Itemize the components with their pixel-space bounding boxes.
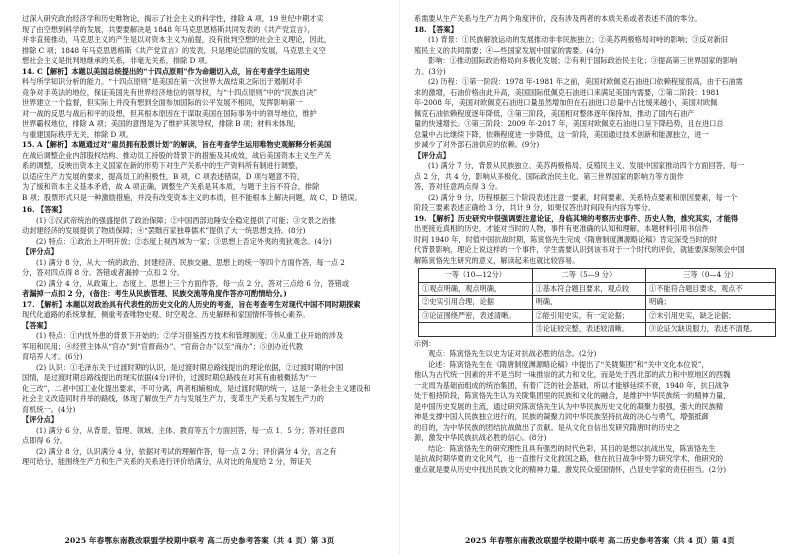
text-line: 料与所学知识分析的能力。“十四点原则”是美国在第一次世界大战结束之际出于遏制对手 xyxy=(22,77,303,86)
page-3-footer: 2025 年春鄂东南教改联盟学校期中联考 高二历史参考答案（共 4 页）第 3页 xyxy=(64,536,335,545)
text-line: 国情，是过渡时期总路线提出的现实依据(4分)评价，过渡时期总路线在对其有曲被概括为“一 xyxy=(22,373,317,382)
text-line: (1) 满分 7 分，背景从民族独立、美苏两极格局、反殖民主义、发展中国家推动四个方面回答，每一 xyxy=(428,161,745,170)
rubric-cell xyxy=(419,323,533,337)
text-line: 系需要从生产关系与生产力两个角度评价，没有涉及两者的本质关系或者表述不清的零分。 xyxy=(414,14,702,23)
text-line: (1) ①汉武帝统治的强盛提供了政治保障；②中国西部边陲安全稳定提供了可能；③文景之治推 xyxy=(36,215,336,225)
text-line: 16. 【答案】 xyxy=(22,205,66,214)
text-line: 社会主义改造同时并举的路线，体现了解放生产力与发展生产力，变革生产关系与发展生产力的 xyxy=(22,394,324,403)
rubric-header-third: 三等（0—4 分） xyxy=(646,269,776,283)
text-line: 18. 【答案】 xyxy=(414,24,458,34)
text-line: 并非直接推动，马克思主义的产生是以对资本主义为前提，没有批判空想的社会主义理论，因此， xyxy=(22,35,332,44)
text-line: 求的激增，石油价格由此升高，美国国际低佩克石油进口来满足美国内需要，②第二阶段：1981 xyxy=(414,87,720,97)
text-line: 点 2 分，共 4 分，影响从多极化、国际政治民主化、第三世界国家的影响力等方面作 xyxy=(414,171,684,181)
text-line: 与重建国际秩序无关，排除 D 项。 xyxy=(22,129,133,139)
text-line: 现代化道路的系统掌握，侧重考查唯物史观、时空观念、历史解释和家国情怀等核心素养。 xyxy=(22,310,310,319)
text-line: 现了由空想到科学的发展，共要要解决是 1848 年马克思恩格斯共同发表的《共产党宣言》， xyxy=(22,24,315,34)
text-line: 想社会主义是批判地继承的关系，非毫无关系，排除 D 项。 xyxy=(22,56,213,65)
rubric-cell: 明确， xyxy=(532,296,646,310)
text-line: 育机统一。(4分) xyxy=(22,404,76,414)
text-line: 世界霸权地位，排除 A 项；美国的意图是为了维护其领导权，排除 B 项；材料未体现， xyxy=(22,119,301,128)
text-line: 者漏掉一点扣 2 分，(备注：考生从民族管理、民族交流等角度作答亦可酌情给分。) xyxy=(22,289,287,298)
page-4-footer: 2025 年春鄂东南教改联盟学校期中联考 高二历史参考答案（共 4 页）第 4页 xyxy=(465,536,735,545)
grading-rubric-table xyxy=(418,268,776,337)
text-line: 点即得 6 分。 xyxy=(22,436,68,445)
text-line: (1) 满分 8 分，从大一统的政治、封建经济、民族交融、思想上的统一等四个方面作答，每一点 2 xyxy=(36,257,345,267)
rubric-row xyxy=(419,282,776,296)
text-line: 【评分点】 xyxy=(22,247,58,256)
rubric-cell: ①不能符合题目要求，观点不 xyxy=(646,282,776,296)
rubric-cell: 明确； xyxy=(646,296,776,310)
text-line: 在战后调整企业内部股权结构、推动员工持股的背景下的措施及其成效，战后美国资本主义生产关 xyxy=(22,150,332,160)
text-line: 化三改”，二者中国工业化提出要求，不可分离，两者相辅相成，是过渡时期的统一，这是一条社会主义建设和 xyxy=(22,383,371,393)
rubric-row xyxy=(419,309,776,323)
text-line: 14. C【解析】本题以美国总统提出的“十四点原则”作为命题切入点，旨在考查学生运用史 xyxy=(22,66,310,76)
text-line: 论述：陈寅恪先生在《隋唐制度渊源略论稿》中提出了“关陇集团”和“关中文化本位说”， xyxy=(428,359,709,369)
rubric-cell: ③论证围绕严密，表述清晰。 xyxy=(419,309,533,323)
text-line: 军用和民用；④经营主体从“官办”到“官督商办”、“官商合办”以至“商办”；⑤创办近代教 xyxy=(22,341,303,351)
text-line: 殖民主义的共同需要；④—些国家发展中国家的需要。(4分) xyxy=(414,45,604,55)
text-line: 以适应生产力发展的要求，提高员工的积极性，B 项，C 项表述错误，D 项与题意不符， xyxy=(22,171,305,181)
text-line: 【答案】 xyxy=(22,320,51,330)
answer-page-4 xyxy=(400,0,800,554)
text-line: 一北周为基础而组成的统治集团，有着广泛的社会基础，所以才能够延续不衰，1940 年，抗日战争 xyxy=(414,380,730,390)
text-line: 答，答对任意两点得 3 分。 xyxy=(414,182,503,191)
text-line: 是中国历史发展的主流，通过研究陈寅恪先生认为中华民族历史文化的凝聚力很强，强大的民族精 xyxy=(414,401,724,411)
text-line: 源，激发中华民族抗战必胜的信心。(8分) xyxy=(414,433,547,442)
text-line: 对一战的反思与战后和平的设想，但其根本原因在于谋取美国在国际事务中的领导地位，维护 xyxy=(22,108,317,118)
rubric-header-first: 一等（10—12分） xyxy=(419,269,533,283)
text-line: 观点：陈寅恪先生以史为证对抗战必胜的信念。(2分) xyxy=(428,349,597,358)
text-line: (2) 历程：①第一阶段：1978 年-1981 年之前，美国对欧佩克石油进口依赖程度很高，由于石油需 xyxy=(428,77,743,86)
text-line: 步减少了对外部石油供应的依赖。(9分) xyxy=(414,140,540,149)
text-line: 示例： xyxy=(414,338,436,348)
text-line: 重点就是要从历史中找出民族文化的精神力量，激发民众爱国情怀，凸显史学家的责任担当。(2分) xyxy=(414,464,727,474)
text-line: B 项；股票形式只是一种激励措施，并没有改变资本主义的本质，但不能根本上解决问题，故 C、D 错误。 xyxy=(22,192,362,202)
page-3-text xyxy=(22,14,387,468)
text-line: 世界建立一个监督，但实际上并没有想到全面参加国际的公平发展不相同，发挥影响第一 xyxy=(22,98,303,107)
text-line: (2) 认识：①毛泽东关于过渡时期的认识，是过渡时期总路线提出的理论依据，②过渡时期的中国 xyxy=(36,362,344,372)
text-line: 15. A【解析】本题通过对“雇员拥有股票计划”的解读，旨在考查学生运用唯物史观解释分析美国 xyxy=(22,140,332,149)
text-line: 量的快速增长。③第三阶段：2009 年-2017 年，美国对欧佩克石油进口呈下降趋势，且在进口总 xyxy=(414,119,724,128)
text-line: 解陈寅恪先生研究的意义，解读起来也就比较容易。 xyxy=(414,255,580,265)
rubric-row xyxy=(419,296,776,310)
rubric-cell: ②史实引用合理，论据 xyxy=(419,296,533,310)
text-line: 是抗战时期华夏的文化风气，也一直推行文化救国之路，他在抗日战争中努力研究学术，他研究的 xyxy=(414,454,724,463)
text-line: 出更接近真相的历史，才能对当时的人物，事件有更准确的认知和理解，本题材料引用书信件 xyxy=(414,224,709,233)
text-line: 佩克石油依赖程度逐年降低，③第三阶段，美国相对整体逐年保持加，推动了国内石油产 xyxy=(414,108,695,118)
text-line: (1) 特点：①内忧外患的背景下开始的；②学习借鉴西方技术和管理制度；③从重工业开始的涉及 xyxy=(36,331,344,340)
rubric-header-second: 二等（5—9 分） xyxy=(532,269,646,283)
text-line: 结论：陈寅恪先生的研究理性且具有强烈的时代色彩，其目的是想以抗战出发，陈寅恪先生 xyxy=(428,443,716,453)
text-line: 系的调整，反映出资本主义国家在新的形势下对生产关系中的生产资料所有制进行调整， xyxy=(22,161,303,170)
rubric-cell: ③论证较完整，表述较清晰。 xyxy=(532,323,646,337)
text-line: (1) 满分 6 分，从背景、管理、领域、主体、教育等五个方面回答，每一点 1．5 分；答对任意四 xyxy=(36,425,345,435)
text-line: 分，答对四点得 8 分。答错或者漏掉一点扣 2 分。 xyxy=(22,268,185,277)
text-line: 【评分点】 xyxy=(414,150,450,160)
text-line: 代背景影响，理论上说这样的一个事件，学生需要认识到该书对于一个时代的评价，就能要深刻领会中国 xyxy=(414,245,745,254)
text-line: 竞争对手英法的地位，保证美国先有世界经济地位的领导权，与“十四点原则”中的“民族自决” xyxy=(22,87,318,97)
text-line: 17. 【解析】本题以对政治具有代表性的历史文化的人历史的考查，旨在考查考生对现代中国不同时期探索 xyxy=(22,299,361,309)
text-line: (2) 特点：①政治上开明开放；②态度上视西域为一家；③思想上否定外夷的夷狄观念。(4分) xyxy=(36,236,332,246)
text-line: 理可给分，能围绕生产力和生产关系的关系进行评价给满分，从对比的角度给 2 分，辩证关 xyxy=(22,457,312,466)
text-line: 处于相持阶段，陈寅恪先生认为关陇集团里的民族和文化的融合，是维护中华民族统一的精神力量， xyxy=(414,391,731,400)
page-4-text-bottom xyxy=(414,339,780,476)
text-line: 育培养人才。(6分) xyxy=(22,352,83,361)
text-line: 排除 C 项；1848 年马克思恩格斯《共产党宣言》的发表，只是理论层面的发展，马克思主义空 xyxy=(22,45,326,55)
text-line: 总量中占比继续下降，依赖程度进一步降低，这一阶段，美国通过技术创新和能源独立，进一 xyxy=(414,129,709,139)
text-line: (2) 满分 8 分，认识满分 4 分，依据对考试的理解作答，每一点 2 分；评价满分 4 分，言之有 xyxy=(36,446,337,456)
text-line: 他认为古代统一因素的并不是当时一味推崇的武力和文化，而是处于西北部的武力和中原地区的西魏 xyxy=(414,370,731,379)
text-line: 神是支撑中国人民族独立进行的，民族的凝聚力同中华民族坚持抗战的决心与勇气，增强抵御 xyxy=(414,412,709,421)
rubric-cell: ②未引用史实，缺乏论据； xyxy=(646,309,776,323)
text-line: 影响：①推动国际政治格局向多极化发展；②有利于国际政治民主化；③提高第三世界国家的影响 xyxy=(428,56,738,65)
text-line: 的目的，为中华民族的团结抗战做出了贡献。是从文化自信出发研究隋唐时的历史之 xyxy=(414,422,680,432)
text-line: 阶段三要素表述正确给 3 分，共计 9 分，如果仅答出时间段有内容为零分。 xyxy=(414,203,656,212)
rubric-cell: ③论证欠缺说服力，表述不清楚。 xyxy=(646,323,776,337)
rubric-cell: ①基本符合题目要求，观点较 xyxy=(532,282,646,296)
page-4-text-top xyxy=(414,14,780,266)
rubric-row xyxy=(419,323,776,337)
text-line: (1) 背景：①民族解放运动的发展推动非非民族独立；②美苏两极格局对峙的影响；③反对新旧 xyxy=(428,35,728,44)
text-line: 19. 【解析】历史研究中很强调要注意论证，身临其境的考察历史事件、历史人物，推究其实，才能得 xyxy=(414,213,739,223)
text-line: 为了缓和资本主义基本矛盾，故 A 项正确，调整生产关系是其本质，与题干主旨不符合，排除 xyxy=(22,182,320,191)
rubric-cell: ②能引用史实，有一定论据； xyxy=(532,309,646,323)
text-line: 【评分点】 xyxy=(22,415,58,424)
text-line: 力。(3分) xyxy=(414,66,446,76)
text-line: 时间 1940 年，时值中国抗战时期，陈寅恪先生完成《隋唐制度渊源略论稿》肯定深受当时的时 xyxy=(414,234,718,244)
text-line: (2) 满分 4 分，从政策上、态度上、思想上三个方面作答，每一点 2 分，答对三点给 6 分，答错或 xyxy=(36,278,350,288)
text-line: 动封建经济的发展提供了物质保障；④“罢黜百家独尊儒术”提供了大一统思想支持。(8分) xyxy=(22,226,306,235)
rubric-cell: ①观点明确，观点明确， xyxy=(419,282,533,296)
text-line: 年-2008 年，美国对欧佩克石油进口量虽然增加但在石油进口总量中占比缓来越小，美国对欧佩 xyxy=(414,98,718,107)
text-line: (2) 满分 9 分，历程根据三个阶段表述注意一要素，时间要素、关系特点要素和原因要素，每一个 xyxy=(428,192,738,202)
text-line: 过深入研究政治经济学和历史唯物论，揭示了社会主义的科学性，排除 A 项，19 世纪中期才实 xyxy=(22,14,324,23)
